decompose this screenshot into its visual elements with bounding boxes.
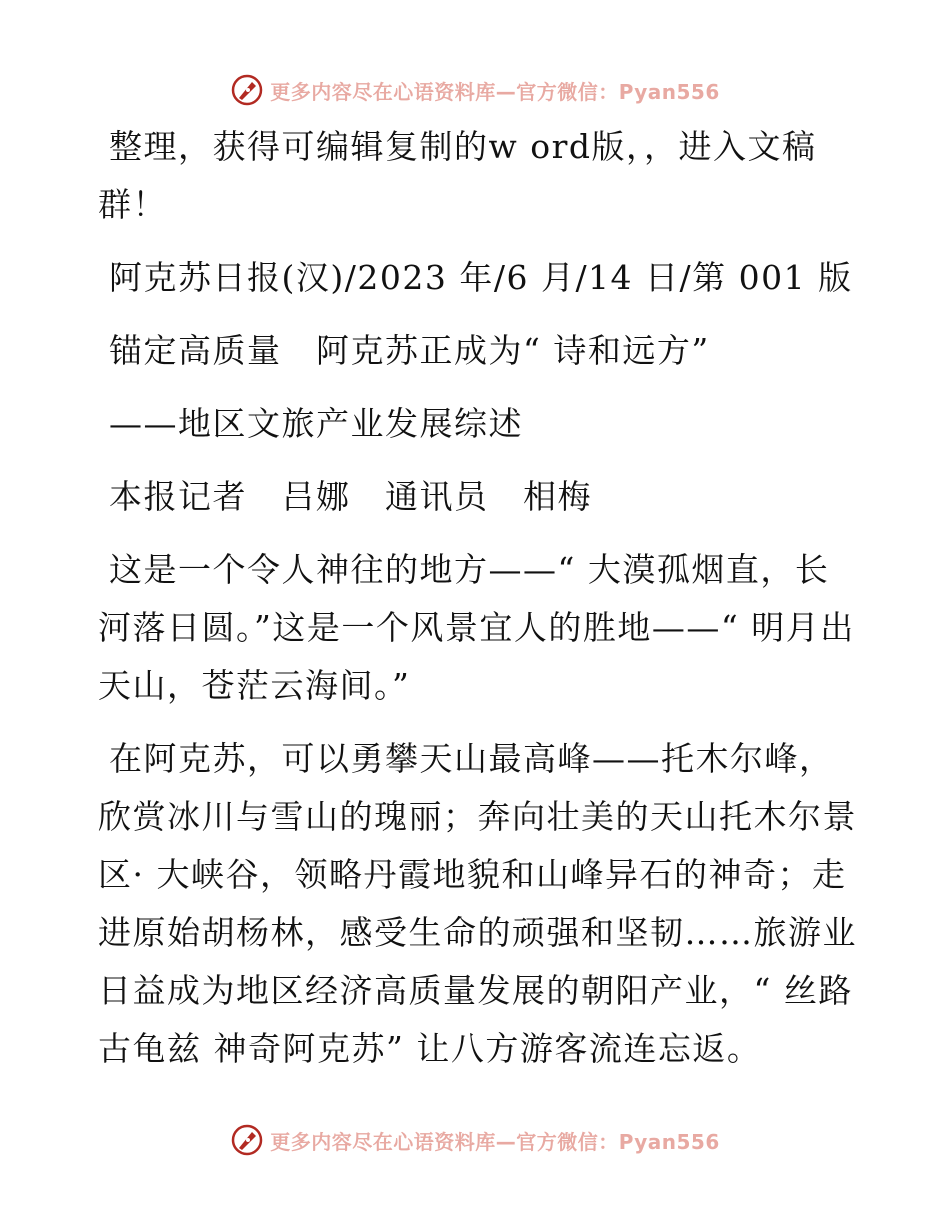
byline: 本报记者 吕娜 通讯员 相梅 bbox=[109, 477, 592, 516]
intro-note: 整理，获得可编辑复制的w ord版，，进入文稿群！ bbox=[98, 127, 817, 224]
footer-watermark bbox=[0, 1120, 950, 1160]
article-subtitle: ——地区文旅产业发展综述 bbox=[109, 404, 523, 443]
article-title: 锚定高质量 阿克苏正成为“ 诗和远方” bbox=[109, 331, 710, 370]
header-watermark bbox=[0, 70, 950, 110]
body-paragraph: 在阿克苏，可以勇攀天山最高峰——托木尔峰，欣赏冰川与雪山的瑰丽；奔向壮美的天山托木尔景区· 大峡谷，领略丹霞地貌和山峰异石的神奇；走进原始胡杨林，感受生命的顽强和坚韧……旅游业日益成为地区经济高质量发展的朝阳产业，“ 丝路古龟兹 神奇阿克苏” 让八方游客流连忘返。 bbox=[98, 739, 857, 1068]
watermark-text: 更多内容尽在心语资料库—官方微信：Pyan556 bbox=[270, 79, 720, 104]
watermark-text: 更多内容尽在心语资料库—官方微信：Pyan556 bbox=[270, 1129, 720, 1154]
pen-nib-icon bbox=[230, 1123, 264, 1157]
publication-line: 阿克苏日报(汉)/2023 年/6 月/14 日/第 001 版 bbox=[109, 258, 853, 297]
body-paragraph: 这是一个令人神往的地方——“ 大漠孤烟直，长河落日圆。”这是一个风景宜人的胜地——“ 明月出天山，苍茫云海间。” bbox=[98, 550, 855, 705]
pen-nib-icon bbox=[230, 73, 264, 107]
document-body bbox=[98, 118, 858, 1093]
